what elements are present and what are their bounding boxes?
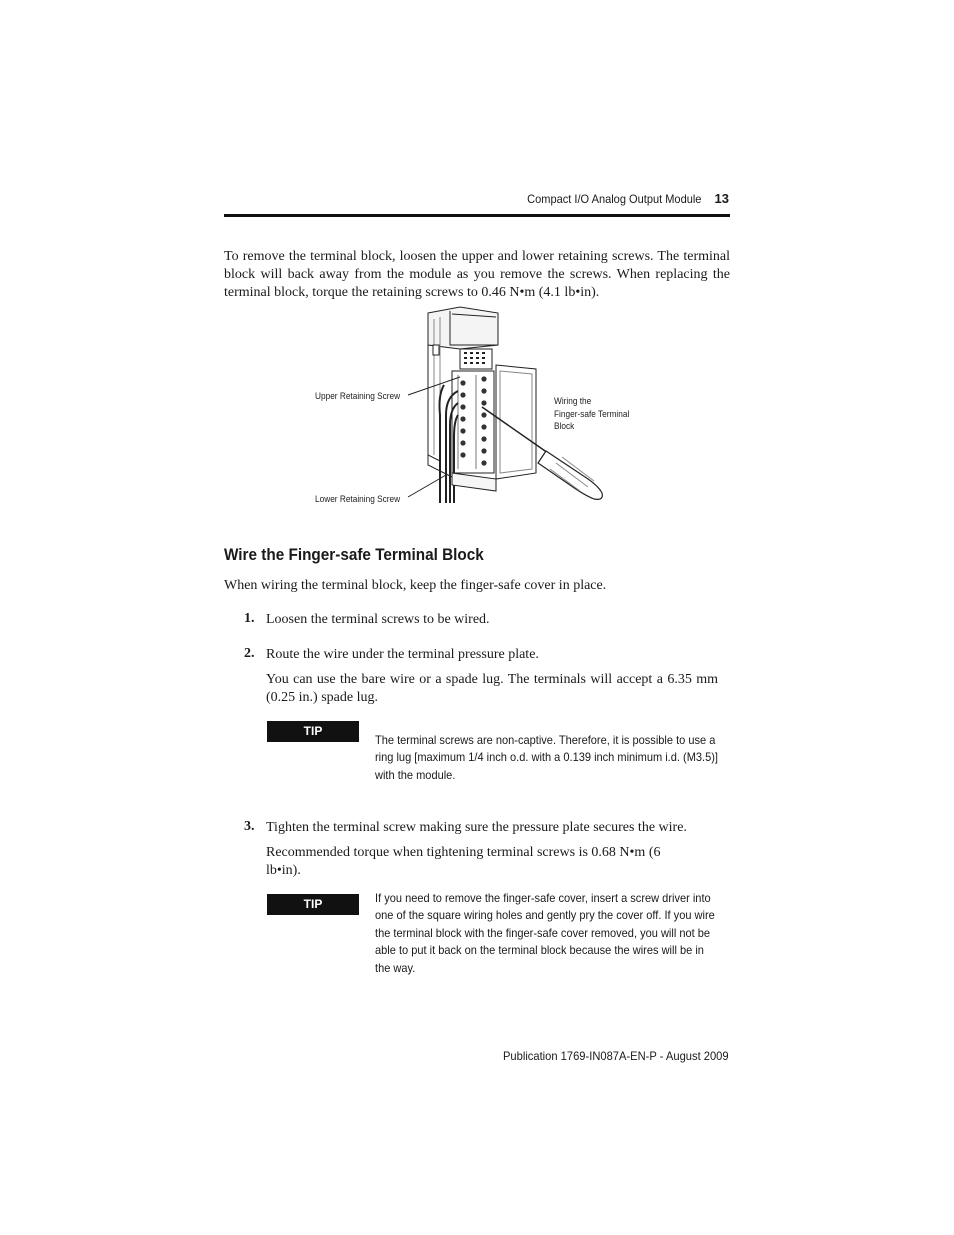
section-intro: When wiring the terminal block, keep the finger-safe cover in place. xyxy=(224,578,607,593)
footer-publication: Publication 1769-IN087A-EN-P - August 2009 xyxy=(503,1049,729,1063)
tip-text-1: The terminal screws are non-captive. Therefore, it is possible to use a ring lug [maximum 1/4 inch o.d. with a 0.139 inch minimum i.d. (M3.5)] with the module. xyxy=(375,733,719,782)
step-2-detail: You can use the bare wire or a spade lug. The terminals will accept a 6.35 mm (0.25 in.) spade lug. xyxy=(266,672,718,705)
header-rule xyxy=(224,214,730,217)
step-3-text: Tighten the terminal screw making sure the pressure plate secures the wire. xyxy=(266,820,687,835)
step-3-detail: Recommended torque when tightening terminal screws is 0.68 N•m (6 lb•in). xyxy=(266,845,661,878)
header-title: Compact I/O Analog Output Module xyxy=(526,192,701,206)
label-upper-retaining-screw: Upper Retaining Screw xyxy=(315,391,401,401)
label-lower-retaining-screw: Lower Retaining Screw xyxy=(315,494,401,504)
step-2-number: 2. xyxy=(244,646,255,661)
label-wiring-line1: Wiring the xyxy=(554,396,592,406)
step-2-text: Route the wire under the terminal pressure plate. xyxy=(266,647,539,662)
step-1-text: Loosen the terminal screws to be wired. xyxy=(266,612,490,627)
label-wiring-line3: Block xyxy=(554,421,575,431)
intro-paragraph: To remove the terminal block, loosen the upper and lower retaining screws. The terminal block will back away from the module as you remove the screws. When replacing the terminal block, torque the retaining screws to 0.46 N•m (4.1 lb•in). xyxy=(224,249,730,300)
label-wiring-line2: Finger-safe Terminal xyxy=(554,409,630,419)
section-heading: Wire the Finger-safe Terminal Block xyxy=(224,545,484,564)
tip-badge-1: TIP xyxy=(267,721,359,742)
page-number: 13 xyxy=(714,191,729,206)
step-3-number: 3. xyxy=(244,819,255,834)
tip-badge-2: TIP xyxy=(267,894,359,915)
step-1-number: 1. xyxy=(244,611,255,626)
tip-text-2: If you need to remove the finger-safe cover, insert a screw driver into one of the square wiring holes and gently pry the cover off. If you wire the terminal block with the finger-safe cover removed, you will not be able to put it back on the terminal block because the wires will be in the way. xyxy=(375,891,715,975)
